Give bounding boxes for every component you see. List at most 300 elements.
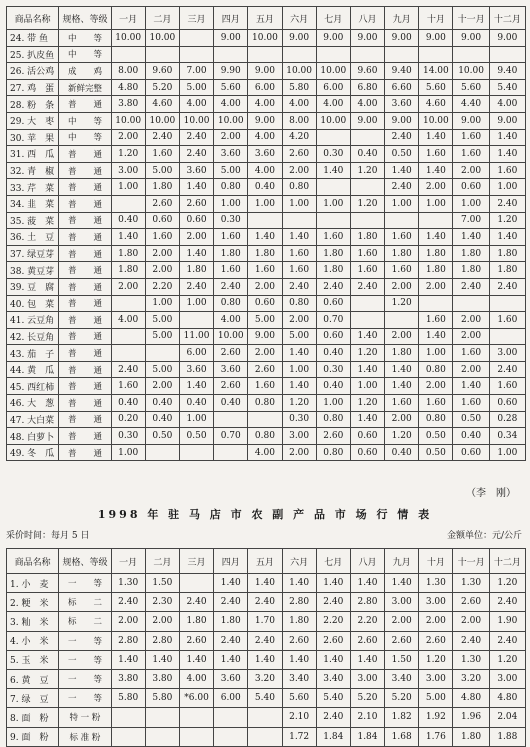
price-cell: 9.00	[316, 30, 350, 47]
price-cell: 0.80	[282, 179, 316, 196]
price-cell: 5.40	[489, 79, 525, 96]
price-cell	[111, 328, 145, 345]
price-cell	[214, 411, 248, 428]
column-header: 七月	[316, 549, 350, 574]
price-cell: 1.50	[385, 650, 419, 669]
price-cell: 0.40	[453, 428, 489, 445]
price-cell: 0.40	[248, 179, 282, 196]
price-cell	[145, 727, 179, 746]
price-cell: 1.96	[453, 708, 489, 727]
price-cell: 3.40	[282, 669, 316, 688]
price-cell: 1.40	[316, 574, 350, 593]
grade-cell: 普 通	[59, 444, 111, 461]
price-cell: 2.80	[145, 631, 179, 650]
price-cell: 2.40	[489, 278, 525, 295]
column-header: 九月	[385, 549, 419, 574]
price-cell: 1.60	[350, 245, 384, 262]
product-name-cell: 25. 扒皮鱼	[7, 46, 59, 63]
price-cell	[214, 708, 248, 727]
price-cell: 1.20	[385, 295, 419, 312]
price-cell: 0.40	[145, 395, 179, 412]
price-cell: 1.40	[385, 574, 419, 593]
price-cell: 0.60	[453, 444, 489, 461]
price-cell: 0.60	[350, 444, 384, 461]
table-row	[7, 146, 526, 163]
price-cell	[316, 46, 350, 63]
price-cell: 0.30	[214, 212, 248, 229]
price-cell: 5.60	[419, 79, 453, 96]
price-cell	[214, 727, 248, 746]
price-cell: 9.00	[489, 112, 525, 129]
price-cell: 5.00	[145, 312, 179, 329]
price-cell: 2.40	[489, 195, 525, 212]
column-header: 商品名称	[7, 7, 59, 30]
price-cell: 3.60	[214, 361, 248, 378]
price-cell: 1.40	[282, 378, 316, 395]
price-cell: 2.00	[385, 278, 419, 295]
table-row	[7, 195, 526, 212]
grade-cell: 普 通	[59, 378, 111, 395]
table-row	[7, 229, 526, 246]
grade-cell: 普 通	[59, 395, 111, 412]
price-cell: 1.40	[282, 574, 316, 593]
product-name-cell: 8. 面 粉	[7, 708, 59, 727]
price-cell: 1.40	[111, 650, 145, 669]
price-cell: 2.40	[248, 631, 282, 650]
price-cell: 1.60	[489, 162, 525, 179]
table-row	[7, 312, 526, 329]
price-cell: 2.20	[350, 612, 384, 631]
price-cell: 1.60	[385, 229, 419, 246]
price-cell: 0.40	[316, 378, 350, 395]
price-cell: 1.00	[111, 179, 145, 196]
price-cell: 2.04	[489, 708, 525, 727]
price-cell: 1.60	[419, 146, 453, 163]
price-cell	[111, 727, 145, 746]
price-cell: 9.00	[350, 112, 384, 129]
price-cell: 1.82	[385, 708, 419, 727]
grade-cell: 特 一 粉	[59, 708, 111, 727]
price-cell: 1.20	[419, 650, 453, 669]
price-cell: 0.50	[385, 146, 419, 163]
column-header: 十二月	[489, 7, 525, 30]
grade-cell: 普 通	[59, 162, 111, 179]
price-cell: 1.60	[489, 312, 525, 329]
price-cell: 1.80	[350, 229, 384, 246]
product-name-cell: 4. 小 米	[7, 631, 59, 650]
price-cell: 2.00	[111, 129, 145, 146]
price-cell: 2.60	[385, 631, 419, 650]
table-row	[7, 593, 526, 612]
price-cell	[316, 129, 350, 146]
price-cell: 9.00	[248, 328, 282, 345]
price-cell: 1.84	[350, 727, 384, 746]
price-cell: 9.40	[489, 63, 525, 80]
price-cell: 1.60	[419, 312, 453, 329]
price-cell: 2.40	[145, 129, 179, 146]
price-cell: 4.00	[282, 96, 316, 113]
grade-cell: 一 等	[59, 631, 111, 650]
price-cell: 2.00	[453, 162, 489, 179]
column-header: 十一月	[453, 549, 489, 574]
price-cell: 7.00	[453, 212, 489, 229]
price-cell: 1.00	[489, 179, 525, 196]
price-cell: 1.80	[111, 245, 145, 262]
table-row	[7, 689, 526, 708]
price-cell	[453, 46, 489, 63]
price-cell: 3.00	[385, 593, 419, 612]
price-cell: 9.00	[350, 30, 384, 47]
column-header: 八月	[350, 7, 384, 30]
price-cell: 2.00	[453, 312, 489, 329]
table-header-row	[7, 549, 526, 574]
column-header: 五月	[248, 549, 282, 574]
price-cell: 1.00	[316, 195, 350, 212]
price-cell: 2.60	[316, 428, 350, 445]
price-cell: 4.60	[145, 96, 179, 113]
price-cell	[248, 411, 282, 428]
price-cell: 9.00	[282, 30, 316, 47]
price-cell: 1.20	[350, 195, 384, 212]
price-cell: 1.20	[489, 650, 525, 669]
price-cell: 7.00	[179, 63, 213, 80]
price-cell: 1.60	[385, 395, 419, 412]
price-cell: 1.30	[419, 574, 453, 593]
table-row	[7, 112, 526, 129]
price-cell: 1.20	[350, 345, 384, 362]
price-cell: 2.00	[385, 328, 419, 345]
price-cell	[453, 295, 489, 312]
price-cell: 5.60	[453, 79, 489, 96]
price-cell: 2.10	[282, 708, 316, 727]
price-cell: 1.40	[248, 229, 282, 246]
price-cell: 6.00	[179, 345, 213, 362]
price-cell	[145, 708, 179, 727]
price-cell: 4.60	[419, 96, 453, 113]
price-cell: 9.00	[489, 30, 525, 47]
price-cell: 4.00	[316, 96, 350, 113]
price-cell: 1.88	[489, 727, 525, 746]
price-cell: 6.00	[248, 79, 282, 96]
price-cell: 2.60	[419, 631, 453, 650]
price-cell: 1.30	[453, 574, 489, 593]
price-cell: 2.00	[282, 312, 316, 329]
price-cell: 0.50	[145, 428, 179, 445]
grade-cell: 普 通	[59, 312, 111, 329]
price-cell: 0.40	[111, 395, 145, 412]
product-name-cell: 42. 长豆角	[7, 328, 59, 345]
price-cell: 5.00	[179, 79, 213, 96]
grade-cell: 普 通	[59, 229, 111, 246]
price-cell: 2.20	[145, 278, 179, 295]
price-cell: 1.40	[248, 650, 282, 669]
price-cell: 2.40	[179, 278, 213, 295]
price-cell: 3.60	[179, 162, 213, 179]
table-row	[7, 179, 526, 196]
price-cell: 3.20	[248, 669, 282, 688]
price-cell: 0.70	[214, 428, 248, 445]
price-cell: 3.00	[350, 669, 384, 688]
price-cell: 0.50	[453, 411, 489, 428]
column-header: 三月	[179, 7, 213, 30]
price-cell: 9.60	[145, 63, 179, 80]
price-cell: 1.60	[453, 395, 489, 412]
table-row	[7, 631, 526, 650]
price-cell: 2.80	[282, 593, 316, 612]
product-name-cell: 35. 菠 菜	[7, 212, 59, 229]
price-cell: 2.40	[453, 278, 489, 295]
price-cell: 4.00	[214, 96, 248, 113]
column-header: 二月	[145, 7, 179, 30]
price-cell: 0.30	[316, 146, 350, 163]
grade-cell: 普 通	[59, 195, 111, 212]
price-cell: 5.20	[145, 79, 179, 96]
product-name-cell: 46. 大 葱	[7, 395, 59, 412]
price-cell: 0.80	[248, 428, 282, 445]
column-header: 十二月	[489, 549, 525, 574]
price-cell: 1.80	[316, 262, 350, 279]
product-name-cell: 39. 豆 腐	[7, 278, 59, 295]
product-name-cell: 47. 大白菜	[7, 411, 59, 428]
market-table-2	[6, 548, 526, 747]
table-row	[7, 574, 526, 593]
price-cell: 9.00	[453, 30, 489, 47]
price-cell	[419, 295, 453, 312]
price-cell: 9.00	[419, 30, 453, 47]
product-name-cell: 29. 大 枣	[7, 112, 59, 129]
price-cell: 1.20	[350, 162, 384, 179]
grade-cell: 普 通	[59, 295, 111, 312]
price-cell: 10.00	[316, 112, 350, 129]
price-cell: 1.70	[248, 612, 282, 631]
price-collection-time: 采价时间：每月 5 日	[6, 531, 90, 541]
price-cell: 3.00	[489, 345, 525, 362]
price-cell: 10.00	[111, 30, 145, 47]
price-cell	[214, 46, 248, 63]
price-cell: 2.00	[179, 229, 213, 246]
table-row	[7, 727, 526, 746]
column-header: 一月	[111, 549, 145, 574]
price-cell: 1.20	[111, 146, 145, 163]
price-cell: 10.00	[453, 63, 489, 80]
price-cell: 0.80	[316, 411, 350, 428]
price-cell: 1.80	[179, 612, 213, 631]
grade-cell: 成 鸡	[59, 63, 111, 80]
price-cell: 2.40	[316, 593, 350, 612]
price-cell: 4.00	[248, 129, 282, 146]
price-cell: 1.60	[419, 395, 453, 412]
price-cell: 9.60	[350, 63, 384, 80]
price-cell: 0.60	[350, 428, 384, 445]
grade-cell: 普 通	[59, 428, 111, 445]
grade-cell: 普 通	[59, 146, 111, 163]
product-name-cell: 7. 绿 豆	[7, 689, 59, 708]
price-cell: 1.80	[282, 612, 316, 631]
price-cell: 1.40	[179, 179, 213, 196]
product-name-cell: 26. 活公鸡	[7, 63, 59, 80]
price-cell: 0.40	[385, 444, 419, 461]
table-row	[7, 669, 526, 688]
price-cell: 3.60	[214, 669, 248, 688]
price-cell: 2.60	[316, 631, 350, 650]
price-cell: 0.50	[419, 444, 453, 461]
price-cell: 5.20	[350, 689, 384, 708]
price-cell: 2.40	[489, 631, 525, 650]
price-cell: 2.60	[214, 378, 248, 395]
table-row	[7, 162, 526, 179]
price-cell: 2.60	[179, 631, 213, 650]
price-cell: 1.00	[453, 195, 489, 212]
price-cell: 2.40	[111, 593, 145, 612]
price-cell: 1.60	[453, 129, 489, 146]
price-cell: 5.60	[214, 79, 248, 96]
price-cell	[248, 727, 282, 746]
price-cell: 6.60	[385, 79, 419, 96]
price-cell: 1.40	[385, 162, 419, 179]
price-cell: 4.00	[214, 312, 248, 329]
product-name-cell: 24. 带 鱼	[7, 30, 59, 47]
price-cell: 1.60	[489, 378, 525, 395]
grade-cell: 标 准 粉	[59, 727, 111, 746]
price-cell: 1.00	[145, 295, 179, 312]
price-cell: 1.60	[214, 229, 248, 246]
price-cell: 1.40	[316, 650, 350, 669]
price-cell: 9.00	[248, 112, 282, 129]
table-row	[7, 612, 526, 631]
grade-cell: 一 等	[59, 650, 111, 669]
price-cell: 1.60	[453, 345, 489, 362]
price-cell: 1.40	[419, 162, 453, 179]
table-row	[7, 63, 526, 80]
price-cell: 2.00	[145, 262, 179, 279]
grade-cell: 普 通	[59, 212, 111, 229]
product-name-cell: 37. 绿豆芽	[7, 245, 59, 262]
table-row	[7, 411, 526, 428]
price-cell: 1.40	[111, 229, 145, 246]
product-name-cell: 5. 玉 米	[7, 650, 59, 669]
price-cell: 1.72	[282, 727, 316, 746]
price-cell: 2.60	[350, 631, 384, 650]
price-cell	[248, 708, 282, 727]
price-cell	[179, 727, 213, 746]
price-cell: 2.40	[453, 631, 489, 650]
column-header: 十月	[419, 7, 453, 30]
table-row	[7, 345, 526, 362]
product-name-cell: 9. 面 粉	[7, 727, 59, 746]
product-name-cell: 2. 粳 米	[7, 593, 59, 612]
price-cell: 4.00	[248, 444, 282, 461]
table-row	[7, 212, 526, 229]
price-cell: 5.00	[419, 689, 453, 708]
price-cell	[350, 312, 384, 329]
table-row	[7, 96, 526, 113]
column-header: 五月	[248, 7, 282, 30]
price-cell: 4.00	[489, 96, 525, 113]
product-name-cell: 48. 白萝卜	[7, 428, 59, 445]
price-cell: 4.00	[248, 162, 282, 179]
price-cell: 1.00	[282, 195, 316, 212]
price-cell: 1.40	[214, 574, 248, 593]
price-cell: 3.20	[453, 669, 489, 688]
product-name-cell: 34. 韭 菜	[7, 195, 59, 212]
price-cell	[385, 46, 419, 63]
price-cell: 9.00	[385, 112, 419, 129]
price-cell: 1.60	[145, 229, 179, 246]
price-cell: 2.00	[419, 612, 453, 631]
price-cell: 3.00	[111, 162, 145, 179]
price-cell	[350, 295, 384, 312]
price-cell: 3.80	[111, 96, 145, 113]
price-cell: 1.40	[489, 229, 525, 246]
price-cell: 3.00	[489, 669, 525, 688]
column-header: 三月	[179, 549, 213, 574]
product-name-cell: 44. 黄 瓜	[7, 361, 59, 378]
price-cell: 2.00	[453, 612, 489, 631]
price-cell: 5.00	[214, 162, 248, 179]
price-cell: 9.00	[453, 112, 489, 129]
price-cell	[248, 212, 282, 229]
column-header: 六月	[282, 7, 316, 30]
price-cell: 2.40	[214, 631, 248, 650]
price-cell: 2.00	[248, 278, 282, 295]
price-cell: 2.40	[350, 278, 384, 295]
price-cell: 1.00	[179, 295, 213, 312]
price-cell: 1.60	[214, 262, 248, 279]
price-cell: 9.00	[248, 63, 282, 80]
price-cell: 1.50	[145, 574, 179, 593]
price-cell: 0.80	[316, 444, 350, 461]
price-cell: 0.50	[179, 428, 213, 445]
price-cell: 11.00	[179, 328, 213, 345]
price-cell: 4.00	[179, 669, 213, 688]
price-cell: 0.40	[179, 395, 213, 412]
price-cell: 9.40	[385, 63, 419, 80]
price-cell: 2.00	[385, 411, 419, 428]
price-cell: 1.80	[111, 262, 145, 279]
price-cell: 2.60	[282, 146, 316, 163]
price-cell: 1.00	[385, 195, 419, 212]
price-cell: 1.90	[489, 612, 525, 631]
price-cell	[179, 444, 213, 461]
price-cell	[179, 574, 213, 593]
column-header: 商品名称	[7, 549, 59, 574]
price-cell: 4.20	[282, 129, 316, 146]
price-cell: 5.00	[248, 312, 282, 329]
grade-cell: 普 通	[59, 328, 111, 345]
price-cell: 1.40	[282, 345, 316, 362]
table-header-row	[7, 7, 526, 30]
price-cell: 1.80	[419, 245, 453, 262]
price-cell: 1.60	[385, 262, 419, 279]
price-cell: 5.00	[145, 328, 179, 345]
price-cell: 5.00	[282, 328, 316, 345]
price-cell: 1.40	[282, 650, 316, 669]
price-cell	[111, 195, 145, 212]
table-row	[7, 378, 526, 395]
price-cell: 1.80	[385, 345, 419, 362]
price-cell: 1.80	[489, 245, 525, 262]
product-name-cell: 49. 冬 瓜	[7, 444, 59, 461]
price-cell: 1.00	[489, 444, 525, 461]
price-cell: 0.20	[111, 411, 145, 428]
price-cell: 0.80	[214, 179, 248, 196]
market-table-1	[6, 6, 526, 461]
product-name-cell: 38. 黄豆芽	[7, 262, 59, 279]
price-cell: 1.00	[316, 395, 350, 412]
price-cell: 10.00	[248, 30, 282, 47]
grade-cell: 新鲜完整	[59, 79, 111, 96]
price-cell	[145, 46, 179, 63]
